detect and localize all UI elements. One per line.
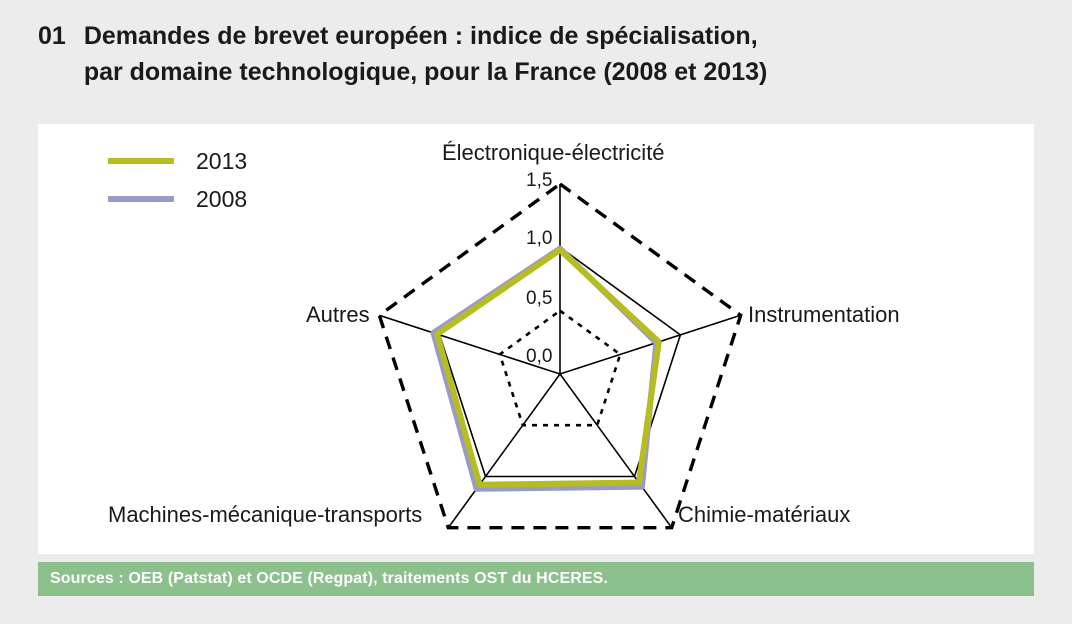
figure-title (84, 18, 768, 90)
legend-label-2013: 2013 (196, 147, 248, 174)
legend-label-2008: 2008 (196, 185, 248, 212)
source-text: Sources : OEB (Patstat) et OCDE (Regpat), traitements OST du HCERES. (50, 570, 608, 587)
axis-label-chimie: Chimie-matériaux (678, 502, 851, 527)
rtick-0-0: 0,0 (526, 346, 553, 367)
figure-title-line-1: Demandes de brevet européen : indice de spécialisation, (83, 22, 758, 50)
rtick-1-5: 1,5 (526, 170, 553, 191)
spoke-instrumentation (560, 315, 741, 374)
page-title (38, 18, 1038, 90)
figure-number: 01 (38, 22, 66, 50)
axis-label-machines: Machines-mécanique-transports (108, 502, 423, 527)
rtick-1-0: 1,0 (526, 228, 553, 249)
axis-label-instrumentation: Instrumentation (748, 302, 900, 327)
source-band (38, 562, 1034, 596)
chart-panel (38, 124, 1034, 554)
spoke-chimie (560, 374, 672, 528)
axis-label-autres: Autres (306, 302, 370, 327)
axis-label-electronique: Électronique-électricité (442, 140, 665, 165)
figure-title-line-2: par domaine technologique, pour la France (2008 et 2013) (83, 58, 768, 86)
rtick-0-5: 0,5 (526, 288, 553, 309)
radar-chart (38, 124, 1034, 554)
